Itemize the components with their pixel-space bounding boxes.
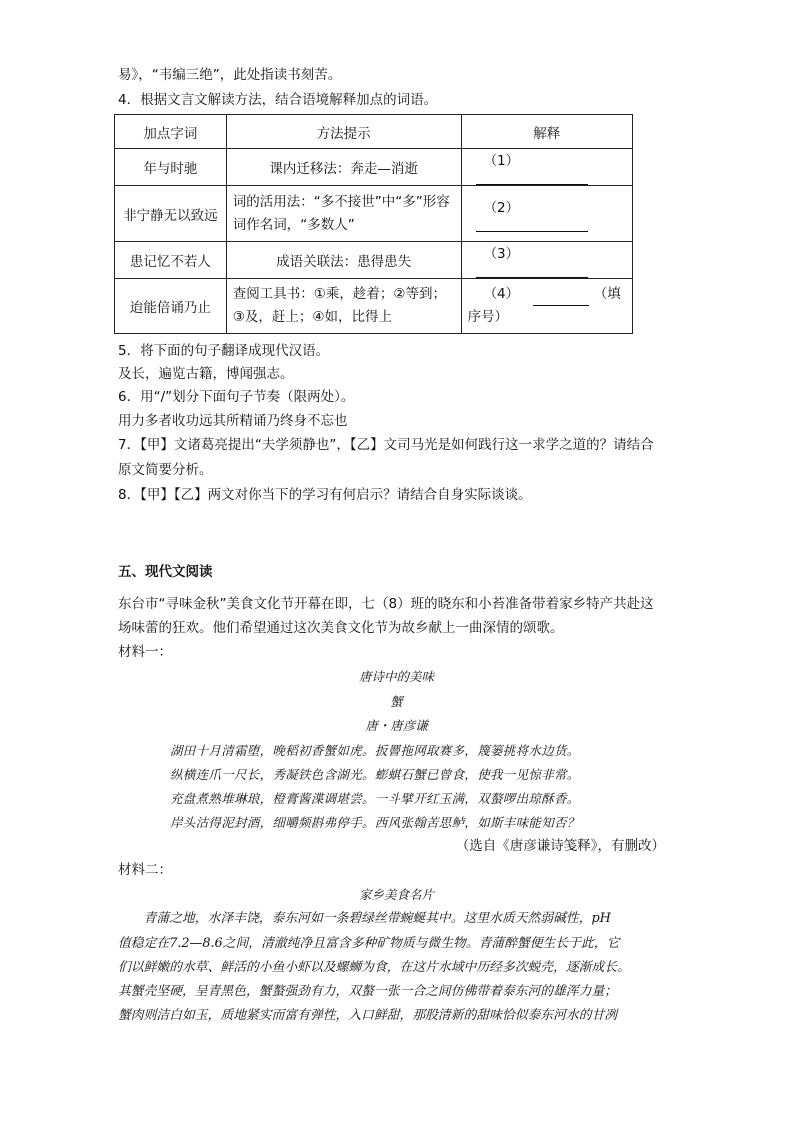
material-2-line: 蟹肉则洁白如玉，质地紧实而富有弹性，入口鲜甜，那股清新的甜味恰似泰东河水的甘冽 bbox=[118, 1008, 618, 1023]
table-cell-word: 年与时驰 bbox=[115, 149, 227, 186]
answer-suffix: （填序号） bbox=[467, 286, 621, 325]
table-row bbox=[115, 149, 633, 186]
table-cell-method: 词的活用法：“多不接世”中“多”形容词作名词，“多数人” bbox=[226, 186, 461, 242]
question-5-sentence: 及长，遍览古籍，博闻强志。 bbox=[118, 366, 294, 382]
table-cell-word: 非宁静无以致远 bbox=[115, 186, 227, 242]
table-cell-word: 患记忆不若人 bbox=[115, 242, 227, 279]
answer-label: （4） bbox=[483, 286, 520, 302]
answer-blank[interactable] bbox=[476, 184, 588, 185]
question-7-line-1: 7．【甲】文诸葛亮提出“夫学须静也”，【乙】文司马光是如何践行这一求学之道的？请结合 bbox=[118, 437, 654, 453]
material-1-label: 材料一： bbox=[118, 644, 172, 660]
table-cell-method: 课内迁移法：奔走—消逝 bbox=[226, 149, 461, 186]
poem-line: 湖田十月清霜堕，晚稻初香蟹如虎。扳罾拖网取赛多，篾篓挑将水边货。 bbox=[170, 743, 580, 758]
table-header: 方法提示 bbox=[226, 115, 461, 149]
poem-heading: 唐诗中的美味 bbox=[358, 669, 434, 684]
question-8: 8．【甲】【乙】两文对你当下的学习有何启示？请结合自身实际谈谈。 bbox=[118, 487, 532, 503]
question-7-line-2: 原文简要分析。 bbox=[118, 462, 213, 478]
poem-title: 蟹 bbox=[390, 694, 403, 709]
table-cell-word: 迨能倍诵乃止 bbox=[115, 279, 227, 334]
material-2-line: 其蟹壳坚硬，呈青黑色，蟹螯强劲有力，双螯一张一合之间仿佛带着泰东河的雄浑力量； bbox=[118, 984, 618, 999]
table-row bbox=[115, 242, 633, 279]
table-cell-answer bbox=[461, 149, 632, 186]
question-6: 6．用“/”划分下面句子节奏（限两处）。 bbox=[118, 389, 355, 405]
poem-line: 岸头沽得泥封酒，细嚼频斟弗停手。西风张翰苦思鲈，如斯丰味能知否？ bbox=[170, 815, 580, 830]
answer-blank[interactable] bbox=[533, 305, 589, 306]
question-6-sentence: 用力多者收功远其所精诵乃终身不忘也 bbox=[118, 413, 348, 429]
poem-author: 唐・唐彦谦 bbox=[365, 718, 428, 733]
table-header-row bbox=[115, 115, 633, 149]
poem-line: 纵横连爪一尺长，秀凝铁色含湖光。蟛蜞石蟹已曾食，使我一见惊非常。 bbox=[170, 767, 580, 782]
material-2-line: 青蒲之地，水泽丰饶，泰东河如一条碧绿丝带蜿蜒其中。这里水质天然弱碱性，pH bbox=[118, 911, 611, 926]
section-5-title: 五、现代文阅读 bbox=[118, 564, 213, 580]
material-2-line: 值稳定在7.2—8.6之间，清澈纯净且富含多种矿物质与微生物。青蒲醉蟹便生长于此，它 bbox=[118, 936, 620, 951]
material-2-line: 们以鲜嫩的水草、鲜活的小鱼小虾以及螺蛳为食，在这片水域中历经多次蜕壳，逐渐成长。 bbox=[118, 960, 630, 975]
table-cell-method: 成语关联法：患得患失 bbox=[226, 242, 461, 279]
table-row bbox=[115, 186, 633, 242]
table-row bbox=[115, 279, 633, 334]
section-5-intro-line-1: 东台市“寻味金秋”美食文化节开幕在即，七（8）班的晓东和小苔准备带着家乡特产共赴这 bbox=[118, 596, 654, 612]
table-cell-method: 查阅工具书：①乘，趁着；②等到；③及，赶上；④如，比得上 bbox=[226, 279, 461, 334]
question-4: 4．根据文言文解读方法，结合语境解释加点的词语。 bbox=[118, 92, 438, 108]
question-5: 5．将下面的句子翻译成现代汉语。 bbox=[118, 343, 330, 359]
table-cell-answer bbox=[461, 242, 632, 279]
answer-blank[interactable] bbox=[476, 277, 588, 278]
table-header: 加点字词 bbox=[115, 115, 227, 149]
material-2-label: 材料二： bbox=[118, 862, 172, 878]
table-cell-answer bbox=[461, 279, 632, 334]
answer-label: （1） bbox=[483, 153, 520, 169]
poem-line: 充盘煮熟堆琳琅，橙膏酱渫调堪尝。一斗擘开红玉满，双螯啰出琼酥香。 bbox=[170, 791, 580, 806]
answer-label: （2） bbox=[483, 199, 520, 216]
table-cell-answer bbox=[461, 186, 632, 242]
poem-source: （选自《唐彦谦诗笺释》，有删改） bbox=[455, 838, 665, 854]
intro-line: 易》，“韦编三绝”，此处指读书刻苦。 bbox=[118, 67, 342, 83]
table-header: 解释 bbox=[461, 115, 632, 149]
material-2-heading: 家乡美食名片 bbox=[358, 887, 434, 902]
answer-blank[interactable] bbox=[476, 231, 588, 232]
answer-label: （3） bbox=[483, 246, 520, 262]
vocab-table bbox=[114, 114, 633, 334]
section-5-intro-line-2: 场味蕾的狂欢。他们希望通过这次美食文化节为故乡献上一曲深情的颂歌。 bbox=[118, 620, 564, 636]
